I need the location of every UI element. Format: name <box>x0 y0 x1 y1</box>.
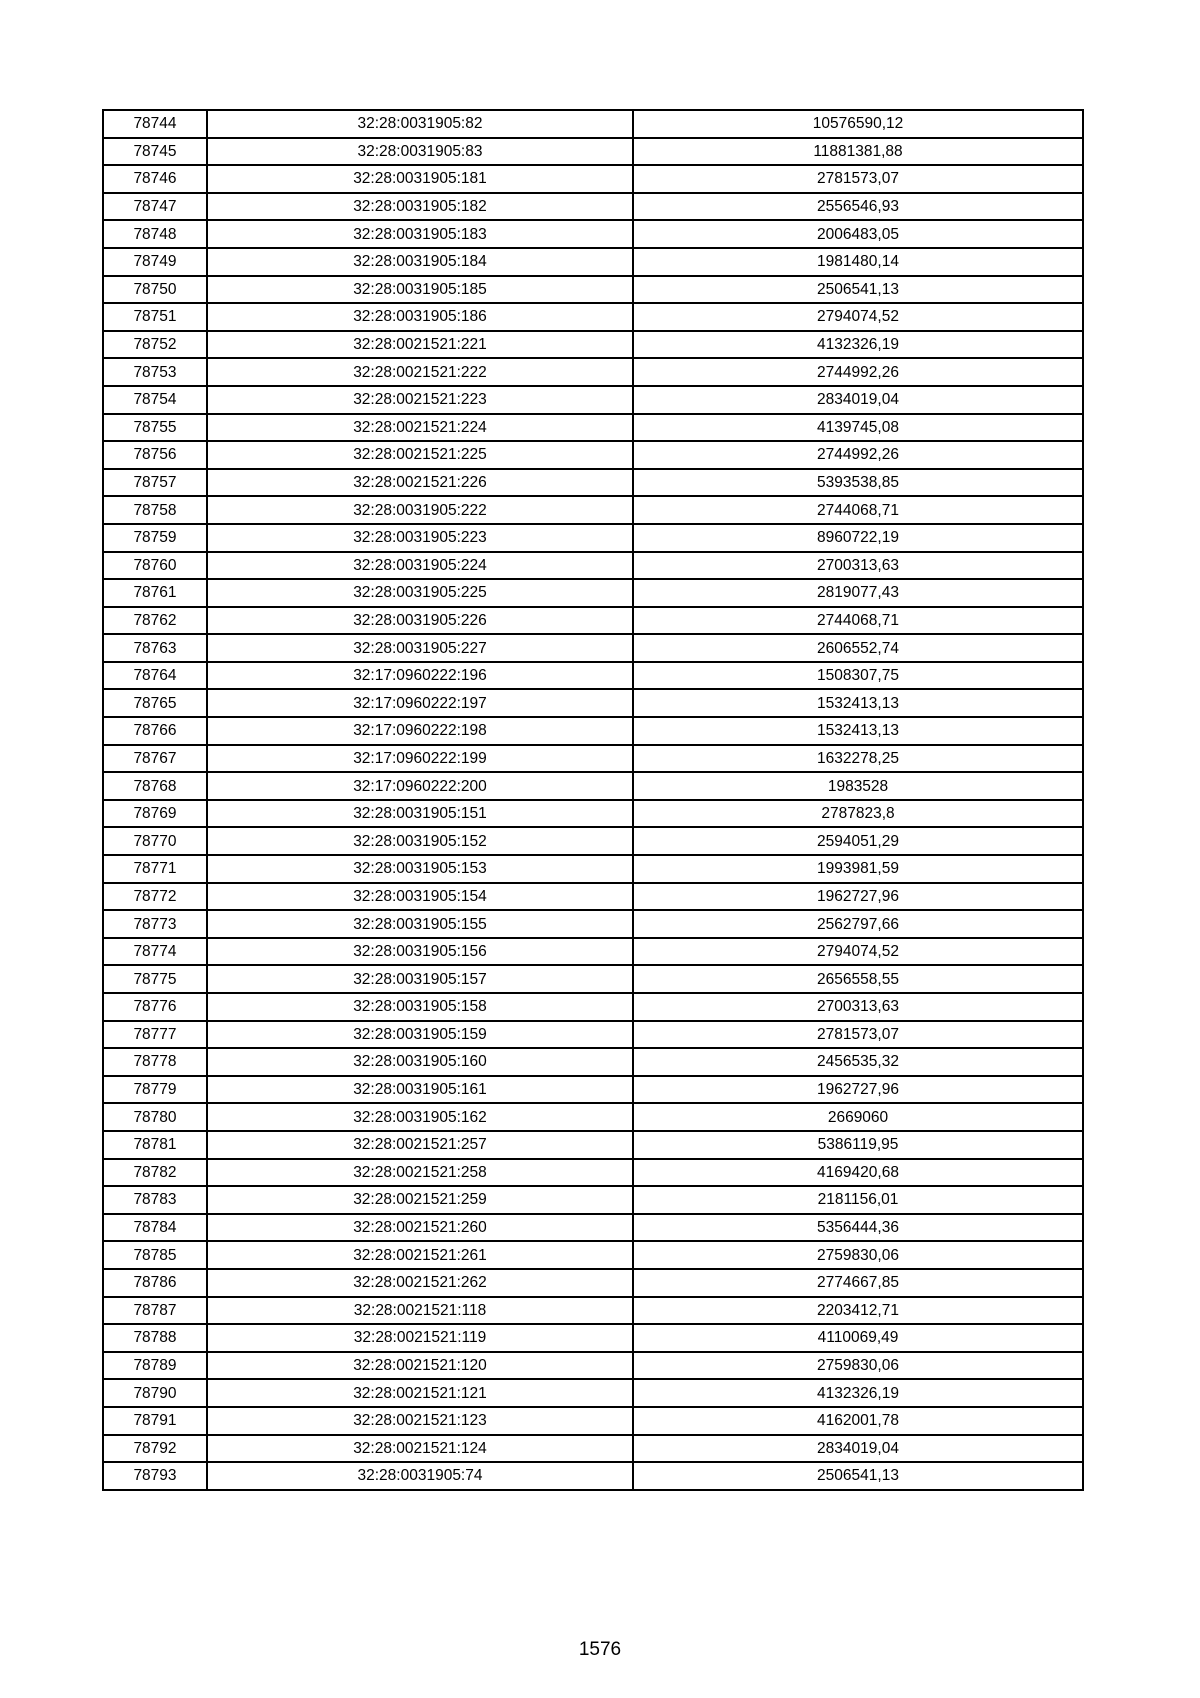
table-row <box>103 1297 1083 1325</box>
table-row <box>103 303 1083 331</box>
table-row <box>103 331 1083 359</box>
row-number-cell: 78772 <box>103 883 207 911</box>
cadastral-value-cell: 1508307,75 <box>633 662 1083 690</box>
cadastral-value-cell: 5386119,95 <box>633 1131 1083 1159</box>
row-number-cell: 78760 <box>103 552 207 580</box>
cadastral-number-cell: 32:28:0021521:224 <box>207 414 633 442</box>
cadastral-number-cell: 32:28:0021521:222 <box>207 358 633 386</box>
cadastral-number-cell: 32:28:0031905:82 <box>207 110 633 138</box>
cadastral-value-cell: 11881381,88 <box>633 138 1083 166</box>
row-number-cell: 78789 <box>103 1352 207 1380</box>
table-row <box>103 1021 1083 1049</box>
table-row <box>103 607 1083 635</box>
cadastral-number-cell: 32:28:0031905:156 <box>207 938 633 966</box>
cadastral-value-cell: 1962727,96 <box>633 883 1083 911</box>
cadastral-value-cell: 2506541,13 <box>633 1462 1083 1490</box>
table-row <box>103 717 1083 745</box>
cadastral-number-cell: 32:28:0031905:74 <box>207 1462 633 1490</box>
row-number-cell: 78777 <box>103 1021 207 1049</box>
cadastral-number-cell: 32:28:0031905:157 <box>207 965 633 993</box>
row-number-cell: 78786 <box>103 1269 207 1297</box>
cadastral-value-cell: 4139745,08 <box>633 414 1083 442</box>
table-row <box>103 883 1083 911</box>
cadastral-number-cell: 32:17:0960222:199 <box>207 745 633 773</box>
table-row <box>103 1324 1083 1352</box>
row-number-cell: 78780 <box>103 1103 207 1131</box>
table-row <box>103 165 1083 193</box>
row-number-cell: 78785 <box>103 1241 207 1269</box>
cadastral-number-cell: 32:28:0031905:153 <box>207 855 633 883</box>
cadastral-number-cell: 32:28:0021521:262 <box>207 1269 633 1297</box>
cadastral-number-cell: 32:28:0021521:258 <box>207 1159 633 1187</box>
cadastral-value-cell: 2794074,52 <box>633 938 1083 966</box>
cadastral-value-cell: 10576590,12 <box>633 110 1083 138</box>
cadastral-value-cell: 2556546,93 <box>633 193 1083 221</box>
table-row <box>103 827 1083 855</box>
table-row <box>103 938 1083 966</box>
row-number-cell: 78750 <box>103 276 207 304</box>
cadastral-value-cell: 2744068,71 <box>633 607 1083 635</box>
cadastral-number-cell: 32:28:0021521:121 <box>207 1379 633 1407</box>
row-number-cell: 78763 <box>103 634 207 662</box>
cadastral-value-cell: 4110069,49 <box>633 1324 1083 1352</box>
table-row <box>103 855 1083 883</box>
row-number-cell: 78783 <box>103 1186 207 1214</box>
cadastral-number-cell: 32:28:0021521:221 <box>207 331 633 359</box>
table-row <box>103 276 1083 304</box>
cadastral-value-cell: 2594051,29 <box>633 827 1083 855</box>
table-row <box>103 1407 1083 1435</box>
row-number-cell: 78757 <box>103 469 207 497</box>
row-number-cell: 78775 <box>103 965 207 993</box>
row-number-cell: 78792 <box>103 1435 207 1463</box>
table-row <box>103 1159 1083 1187</box>
cadastral-value-cell: 1532413,13 <box>633 689 1083 717</box>
cadastral-number-cell: 32:28:0031905:162 <box>207 1103 633 1131</box>
cadastral-number-cell: 32:28:0021521:124 <box>207 1435 633 1463</box>
cadastral-value-cell: 4162001,78 <box>633 1407 1083 1435</box>
row-number-cell: 78751 <box>103 303 207 331</box>
table-row <box>103 358 1083 386</box>
row-number-cell: 78761 <box>103 579 207 607</box>
cadastral-number-cell: 32:28:0021521:260 <box>207 1214 633 1242</box>
cadastral-value-cell: 1632278,25 <box>633 745 1083 773</box>
cadastral-number-cell: 32:28:0021521:119 <box>207 1324 633 1352</box>
row-number-cell: 78787 <box>103 1297 207 1325</box>
table-row <box>103 552 1083 580</box>
cadastral-number-cell: 32:28:0031905:227 <box>207 634 633 662</box>
row-number-cell: 78770 <box>103 827 207 855</box>
cadastral-number-cell: 32:28:0031905:159 <box>207 1021 633 1049</box>
table-row <box>103 1048 1083 1076</box>
table-row <box>103 138 1083 166</box>
row-number-cell: 78749 <box>103 248 207 276</box>
cadastral-value-cell: 2781573,07 <box>633 165 1083 193</box>
row-number-cell: 78784 <box>103 1214 207 1242</box>
table-row <box>103 1352 1083 1380</box>
cadastral-value-cell: 2759830,06 <box>633 1352 1083 1380</box>
cadastral-value-cell: 2006483,05 <box>633 220 1083 248</box>
cadastral-value-cell: 4169420,68 <box>633 1159 1083 1187</box>
row-number-cell: 78762 <box>103 607 207 635</box>
row-number-cell: 78790 <box>103 1379 207 1407</box>
cadastral-number-cell: 32:28:0031905:184 <box>207 248 633 276</box>
cadastral-value-cell: 5393538,85 <box>633 469 1083 497</box>
cadastral-number-cell: 32:17:0960222:200 <box>207 772 633 800</box>
table-row <box>103 1379 1083 1407</box>
cadastral-value-cell: 2794074,52 <box>633 303 1083 331</box>
table-row <box>103 579 1083 607</box>
table-row <box>103 110 1083 138</box>
cadastral-value-cell: 2834019,04 <box>633 386 1083 414</box>
row-number-cell: 78768 <box>103 772 207 800</box>
cadastral-value-table <box>102 109 1084 1491</box>
table-row <box>103 220 1083 248</box>
cadastral-number-cell: 32:28:0031905:183 <box>207 220 633 248</box>
cadastral-number-cell: 32:28:0031905:226 <box>207 607 633 635</box>
row-number-cell: 78779 <box>103 1076 207 1104</box>
row-number-cell: 78769 <box>103 800 207 828</box>
cadastral-number-cell: 32:28:0031905:151 <box>207 800 633 828</box>
cadastral-value-cell: 1981480,14 <box>633 248 1083 276</box>
table-row <box>103 386 1083 414</box>
table-row <box>103 965 1083 993</box>
table-row <box>103 662 1083 690</box>
cadastral-value-cell: 2781573,07 <box>633 1021 1083 1049</box>
cadastral-value-cell: 2700313,63 <box>633 552 1083 580</box>
table-row <box>103 496 1083 524</box>
table-row <box>103 441 1083 469</box>
row-number-cell: 78773 <box>103 910 207 938</box>
cadastral-value-cell: 2744068,71 <box>633 496 1083 524</box>
table-row <box>103 1241 1083 1269</box>
table-row <box>103 772 1083 800</box>
cadastral-number-cell: 32:28:0021521:118 <box>207 1297 633 1325</box>
row-number-cell: 78791 <box>103 1407 207 1435</box>
cadastral-number-cell: 32:28:0031905:160 <box>207 1048 633 1076</box>
cadastral-value-cell: 1532413,13 <box>633 717 1083 745</box>
cadastral-number-cell: 32:28:0031905:223 <box>207 524 633 552</box>
cadastral-number-cell: 32:28:0021521:261 <box>207 1241 633 1269</box>
cadastral-number-cell: 32:28:0031905:224 <box>207 552 633 580</box>
row-number-cell: 78781 <box>103 1131 207 1159</box>
cadastral-value-cell: 2787823,8 <box>633 800 1083 828</box>
row-number-cell: 78748 <box>103 220 207 248</box>
table-row <box>103 1435 1083 1463</box>
cadastral-number-cell: 32:28:0031905:181 <box>207 165 633 193</box>
table-row <box>103 469 1083 497</box>
cadastral-number-cell: 32:28:0021521:120 <box>207 1352 633 1380</box>
cadastral-number-cell: 32:28:0031905:222 <box>207 496 633 524</box>
page-number: 1576 <box>578 1639 622 1660</box>
row-number-cell: 78753 <box>103 358 207 386</box>
row-number-cell: 78776 <box>103 993 207 1021</box>
row-number-cell: 78774 <box>103 938 207 966</box>
row-number-cell: 78754 <box>103 386 207 414</box>
table-row <box>103 993 1083 1021</box>
row-number-cell: 78758 <box>103 496 207 524</box>
cadastral-value-cell: 2669060 <box>633 1103 1083 1131</box>
cadastral-value-cell: 2744992,26 <box>633 358 1083 386</box>
cadastral-number-cell: 32:28:0031905:161 <box>207 1076 633 1104</box>
cadastral-number-cell: 32:28:0031905:158 <box>207 993 633 1021</box>
cadastral-number-cell: 32:28:0031905:83 <box>207 138 633 166</box>
row-number-cell: 78755 <box>103 414 207 442</box>
cadastral-number-cell: 32:28:0021521:257 <box>207 1131 633 1159</box>
row-number-cell: 78778 <box>103 1048 207 1076</box>
row-number-cell: 78764 <box>103 662 207 690</box>
table-row <box>103 1186 1083 1214</box>
row-number-cell: 78767 <box>103 745 207 773</box>
cadastral-number-cell: 32:28:0031905:225 <box>207 579 633 607</box>
row-number-cell: 78746 <box>103 165 207 193</box>
cadastral-value-cell: 8960722,19 <box>633 524 1083 552</box>
table-row <box>103 1103 1083 1131</box>
cadastral-number-cell: 32:28:0031905:152 <box>207 827 633 855</box>
cadastral-value-cell: 2744992,26 <box>633 441 1083 469</box>
cadastral-value-cell: 2819077,43 <box>633 579 1083 607</box>
cadastral-number-cell: 32:28:0021521:225 <box>207 441 633 469</box>
row-number-cell: 78756 <box>103 441 207 469</box>
row-number-cell: 78745 <box>103 138 207 166</box>
table-row <box>103 800 1083 828</box>
table-row <box>103 689 1083 717</box>
cadastral-value-cell: 2759830,06 <box>633 1241 1083 1269</box>
row-number-cell: 78747 <box>103 193 207 221</box>
cadastral-number-cell: 32:28:0031905:154 <box>207 883 633 911</box>
cadastral-value-cell: 5356444,36 <box>633 1214 1083 1242</box>
row-number-cell: 78782 <box>103 1159 207 1187</box>
table-row <box>103 193 1083 221</box>
cadastral-number-cell: 32:17:0960222:198 <box>207 717 633 745</box>
table-row <box>103 1076 1083 1104</box>
table-row <box>103 1462 1083 1490</box>
cadastral-value-cell: 2562797,66 <box>633 910 1083 938</box>
row-number-cell: 78759 <box>103 524 207 552</box>
cadastral-number-cell: 32:28:0021521:226 <box>207 469 633 497</box>
row-number-cell: 78788 <box>103 1324 207 1352</box>
row-number-cell: 78771 <box>103 855 207 883</box>
row-number-cell: 78744 <box>103 110 207 138</box>
cadastral-value-cell: 2774667,85 <box>633 1269 1083 1297</box>
cadastral-value-cell: 2181156,01 <box>633 1186 1083 1214</box>
table-row <box>103 745 1083 773</box>
table-row <box>103 1131 1083 1159</box>
cadastral-value-cell: 2456535,32 <box>633 1048 1083 1076</box>
row-number-cell: 78793 <box>103 1462 207 1490</box>
cadastral-value-cell: 2203412,71 <box>633 1297 1083 1325</box>
table-row <box>103 524 1083 552</box>
cadastral-number-cell: 32:28:0021521:123 <box>207 1407 633 1435</box>
cadastral-number-cell: 32:28:0021521:259 <box>207 1186 633 1214</box>
row-number-cell: 78765 <box>103 689 207 717</box>
cadastral-number-cell: 32:28:0021521:223 <box>207 386 633 414</box>
table-row <box>103 910 1083 938</box>
cadastral-number-cell: 32:28:0031905:186 <box>207 303 633 331</box>
cadastral-value-cell: 2834019,04 <box>633 1435 1083 1463</box>
cadastral-value-cell: 1983528 <box>633 772 1083 800</box>
cadastral-value-cell: 2656558,55 <box>633 965 1083 993</box>
table-row <box>103 1269 1083 1297</box>
cadastral-value-cell: 2700313,63 <box>633 993 1083 1021</box>
cadastral-value-cell: 1993981,59 <box>633 855 1083 883</box>
row-number-cell: 78766 <box>103 717 207 745</box>
table-row <box>103 414 1083 442</box>
table-body <box>103 110 1083 1490</box>
cadastral-number-cell: 32:28:0031905:185 <box>207 276 633 304</box>
cadastral-number-cell: 32:17:0960222:197 <box>207 689 633 717</box>
table-row <box>103 634 1083 662</box>
table-row <box>103 1214 1083 1242</box>
cadastral-value-cell: 4132326,19 <box>633 331 1083 359</box>
table-row <box>103 248 1083 276</box>
cadastral-value-cell: 2506541,13 <box>633 276 1083 304</box>
cadastral-value-cell: 2606552,74 <box>633 634 1083 662</box>
cadastral-number-cell: 32:17:0960222:196 <box>207 662 633 690</box>
cadastral-number-cell: 32:28:0031905:155 <box>207 910 633 938</box>
row-number-cell: 78752 <box>103 331 207 359</box>
cadastral-number-cell: 32:28:0031905:182 <box>207 193 633 221</box>
cadastral-value-cell: 1962727,96 <box>633 1076 1083 1104</box>
cadastral-value-cell: 4132326,19 <box>633 1379 1083 1407</box>
